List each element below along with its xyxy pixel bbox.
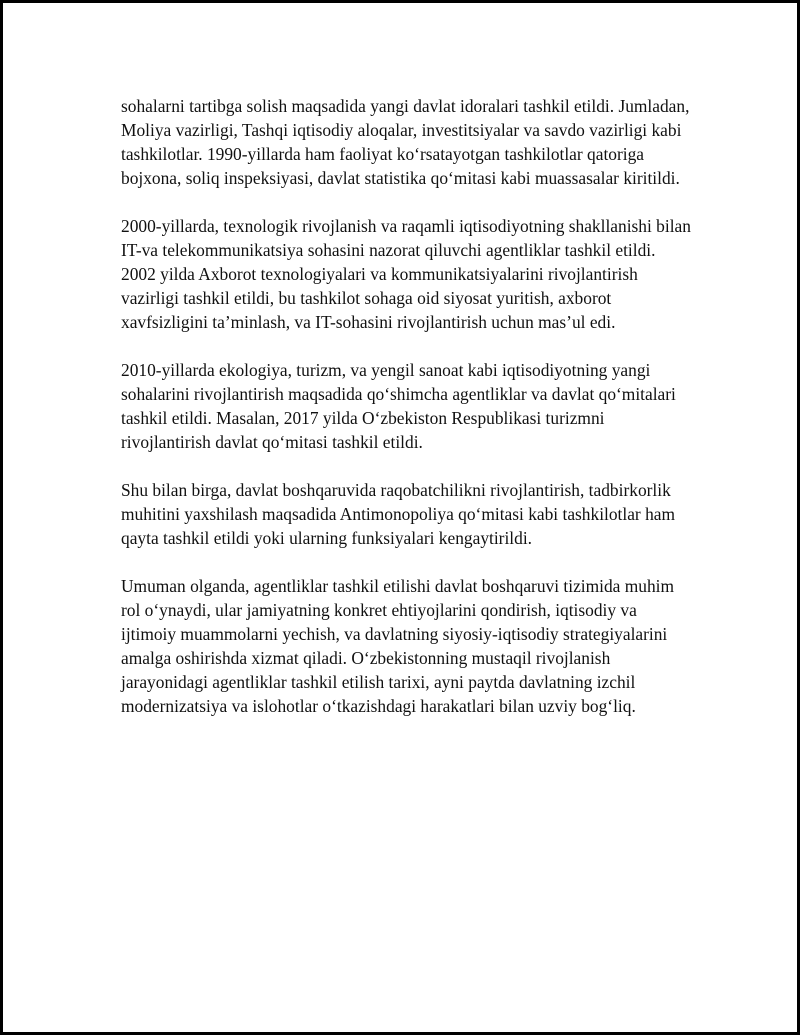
paragraph-conclusion: Umuman olganda, agentliklar tashkil etilishi davlat boshqaruvi tizimida muhim rol o‘ynaydi, ular jamiyatning konkret ehtiyojlarini qondirish, iqtisodiy va ijtimoiy muammolarni yechish, va davlatning siyosiy-iqtisodiy strategiyalarini amalga oshirishda xizmat qiladi. O‘zbekistonning mustaqil rivojlanish jarayonidagi agentliklar tashkil etilish tarixi, ayni paytda davlatning izchil modernizatsiya va islohotlar o‘tkazishdagi harakatlari bilan uzviy bog‘liq. <box>121 576 675 716</box>
paragraph-tourism-ecology: 2010-yillarda ekologiya, turizm, va yengil sanoat kabi iqtisodiyotning yangi sohalarini rivojlantirish maqsadida qo‘shimcha agentliklar va davlat qo‘mitalari tashkil etildi. Masalan, 2017 yilda O‘zbekiston Respublikasi turizmni rivojlantirish davlat qo‘mitasi tashkil etildi. <box>121 360 676 452</box>
paragraph-ministries: sohalarni tartibga solish maqsadida yangi davlat idoralari tashkil etildi. Jumladan, Moliya vazirligi, Tashqi iqtisodiy aloqalar, investitsiyalar va savdo vazirligi kabi tashkilotlar. 1990-yillarda ham faoliyat ko‘rsatayotgan tashkilotlar qatoriga bojxona, soliq inspeksiyasi, davlat statistika qo‘mitasi kabi muassasalar kiritildi. <box>121 96 690 188</box>
paragraph-it-agencies: 2000-yillarda, texnologik rivojlanish va raqamli iqtisodiyotning shakllanishi bilan IT-va telekommunikatsiya sohasini nazorat qiluvchi agentliklar tashkil etildi. 2002 yilda Axborot texnologiyalari va kommunikatsiyalarini rivojlantirish vazirligi tashkil etildi, bu tashkilot sohaga oid siyosat yuritish, axborot xavfsizligini ta’minlash, va IT-sohasini rivojlantirish uchun mas’ul edi. <box>121 216 691 332</box>
paragraph-antimonopoly: Shu bilan birga, davlat boshqaruvida raqobatchilikni rivojlantirish, tadbirkorlik muhitini yaxshilash maqsadida Antimonopoliya qo‘mitasi kabi tashkilotlar ham qayta tashkil etildi yoki ularning funksiyalari kengaytirildi. <box>121 480 676 548</box>
document-body <box>121 94 691 742</box>
